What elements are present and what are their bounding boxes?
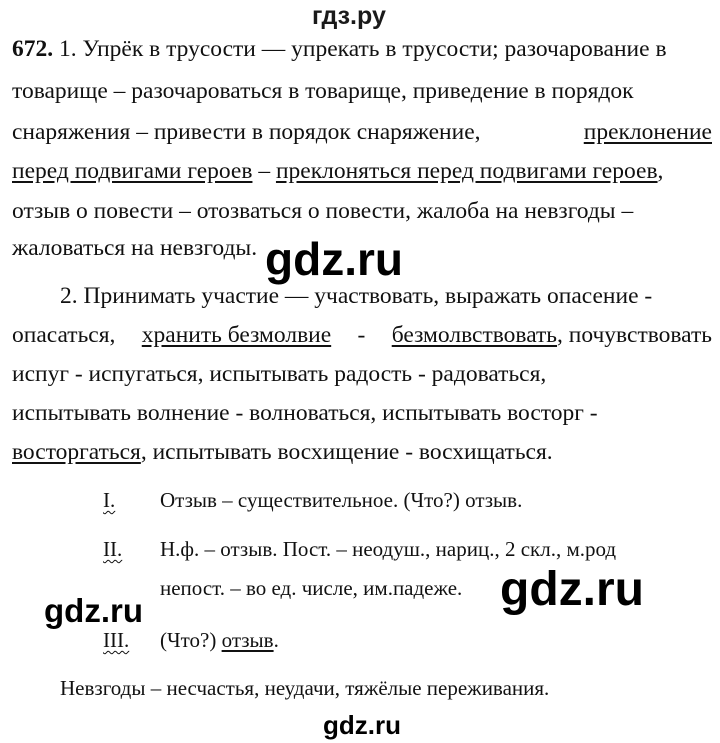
part1-line-5: отзыв о повести – отозваться о повести, жалоба на невзгоды – bbox=[12, 198, 634, 224]
exercise-line-2 bbox=[12, 80, 712, 104]
analysis-text-3 bbox=[160, 630, 279, 651]
exercise-line-5 bbox=[12, 200, 712, 224]
part2-line-4: испытывать волнение - волноваться, испытывать восторг - bbox=[12, 400, 598, 426]
analysis-text-3-end: . bbox=[273, 628, 279, 652]
definition-line: Невзгоды – несчастья, неудачи, тяжёлые переживания. bbox=[60, 676, 550, 700]
part1-line-4c: преклоняться перед подвигами героев bbox=[275, 158, 658, 184]
analysis-text-2a: Н.ф. – отзыв. Пост. – неодуш., нариц., 2 скл., м.род bbox=[160, 537, 617, 561]
part2-line-2 bbox=[12, 324, 712, 348]
analysis-num-2: II. bbox=[103, 537, 123, 561]
analysis-word-3: отзыв bbox=[221, 628, 274, 652]
part2-line-5 bbox=[12, 441, 553, 465]
watermark-1: gdz.ru bbox=[265, 233, 403, 285]
part1-line-2: товарище – разочароваться в товарище, приведение в порядок bbox=[12, 78, 634, 104]
part2-line-2a: опасаться, bbox=[12, 322, 116, 348]
exercise-line-4 bbox=[12, 160, 712, 184]
exercise-line-1 bbox=[12, 38, 712, 62]
part2-line-2d: безмолвствовать bbox=[391, 322, 558, 348]
part2-line-2e: , почувствовать bbox=[557, 322, 712, 348]
part1-line-3b: преклонение bbox=[583, 119, 712, 145]
part1-line-4b: – bbox=[258, 158, 271, 184]
analysis-text-3a: (Что?) bbox=[160, 628, 217, 652]
part1-line-4d: , bbox=[657, 158, 664, 184]
watermark-3: gdz.ru bbox=[44, 592, 143, 629]
analysis-num-1: I. bbox=[103, 488, 116, 512]
part2-line-2c: - bbox=[357, 322, 366, 348]
part1-line-6: жаловаться на невзгоды. bbox=[12, 235, 258, 261]
part2-line-5b: , испытывать восхищение - восхищаться. bbox=[140, 439, 553, 465]
part2-line-3: испуг - испугаться, испытывать радость - радоваться, bbox=[12, 361, 547, 387]
analysis-text-1: Отзыв – существительное. (Что?) отзыв. bbox=[160, 488, 523, 512]
part2-line-1: 2. Принимать участие — участвовать, выражать опасение - bbox=[60, 283, 653, 309]
part1-line-3a: снаряжения – привести в порядок снаряжение, bbox=[12, 119, 481, 145]
site-header: гдз.ру bbox=[312, 2, 386, 30]
part2-line-4 bbox=[12, 402, 712, 426]
analysis-text-2b: непост. – во ед. числе, им.падеже. bbox=[160, 576, 463, 600]
watermark-2: gdz.ru bbox=[500, 563, 644, 616]
part1-line-1: 1. Упрёк в трусости — упрекать в трусости; разочарование в bbox=[59, 36, 667, 62]
part2-line-5a: восторгаться bbox=[12, 439, 141, 465]
part2-line-3 bbox=[12, 363, 712, 387]
part1-line-4a: перед подвигами героев bbox=[12, 158, 253, 184]
watermark-4: gdz.ru bbox=[323, 710, 401, 740]
analysis-num-3: III. bbox=[103, 628, 130, 652]
part2-line-2b: хранить безмолвие bbox=[141, 322, 332, 348]
exercise-number: 672. bbox=[12, 36, 54, 62]
exercise-line-3 bbox=[12, 121, 712, 145]
